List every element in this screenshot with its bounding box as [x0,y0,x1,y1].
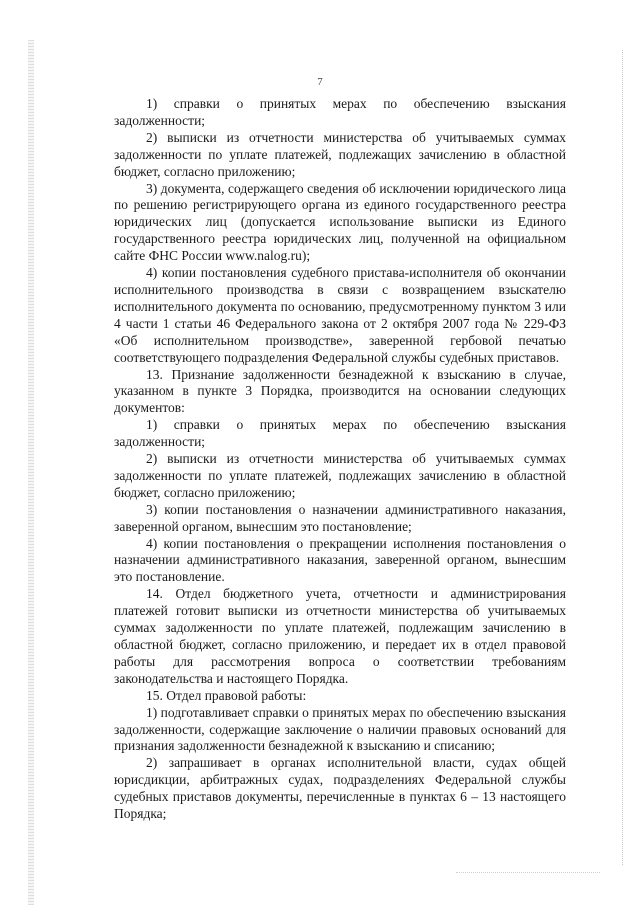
paragraph: 1) подготавливает справки о принятых мерах по обеспечению взыскания задолженности, содержащие заключение о наличии правовых оснований для признания задолженности безнадежной к взысканию и списанию; [114,704,566,754]
page-number: 7 [317,76,323,88]
scan-line-bottom [456,872,600,873]
paragraph: 3) копии постановления о назначении административного наказания, заверенной органом, вынесшим это постановление; [114,501,566,534]
paragraph: 2) запрашивает в органах исполнительной власти, судах общей юрисдикции, арбитражных судах, подразделениях Федеральной службы судебных приставов документы, перечисленные в пунктах 6 – 13 настоящего Порядка; [114,755,566,822]
scan-edge-left [28,40,34,905]
paragraph: 2) выписки из отчетности министерства об учитываемых суммах задолженности по уплате платежей, подлежащих зачислению в областной бюджет, согласно приложению; [114,451,566,500]
paragraph: 1) справки о принятых мерах по обеспечению взыскания задолженности; [114,417,566,450]
document-body [114,96,566,823]
paragraph: 2) выписки из отчетности министерства об учитываемых суммах задолженности по уплате платежей, подлежащих зачислению в областной бюджет, согласно приложению; [114,129,566,179]
scan-edge-right [622,50,626,865]
paragraph: 3) документа, содержащего сведения об исключении юридического лица по решению регистрирующего органа из единого государственного реестра юридических лиц (допускается использование выписки из Единого государственного реестра юридических лиц, полученной на официальном сайте ФНС России www.nalog.ru); [114,180,566,264]
paragraph: 13. Признание задолженности безнадежной к взысканию в случае, указанном в пункте 3 Порядка, производится на основании следующих документов: [114,366,566,416]
paragraph: 15. Отдел правовой работы: [146,687,307,703]
paragraph: 4) копии постановления судебного пристава-исполнителя об окончании исполнительного производства в связи с возвращением взыскателю исполнительного документа по основанию, предусмотренному пунктом 3 или 4 части 1 статьи 46 Федерального закона от 2 октября 2007 года № 229-ФЗ «Об исполнительном производстве», заверенной гербовой печатью соответствующего подразделения Федеральной службы судебных приставов. [114,265,566,365]
paragraph: 1) справки о принятых мерах по обеспечению взыскания задолженности; [114,96,566,128]
paragraph: 4) копии постановления о прекращении исполнения постановления о назначении административного наказания, заверенной органом, вынесшим это постановление. [114,535,566,585]
paragraph: 14. Отдел бюджетного учета, отчетности и администрирования платежей готовит выписки из отчетности министерства об учитываемых суммах задолженности по уплате платежей, подлежащим зачислению в областной бюджет, согласно приложению, и передает их в отдел правовой работы для рассмотрения вопроса о соответствии требованиям законодательства и настоящего Порядка. [114,586,566,686]
